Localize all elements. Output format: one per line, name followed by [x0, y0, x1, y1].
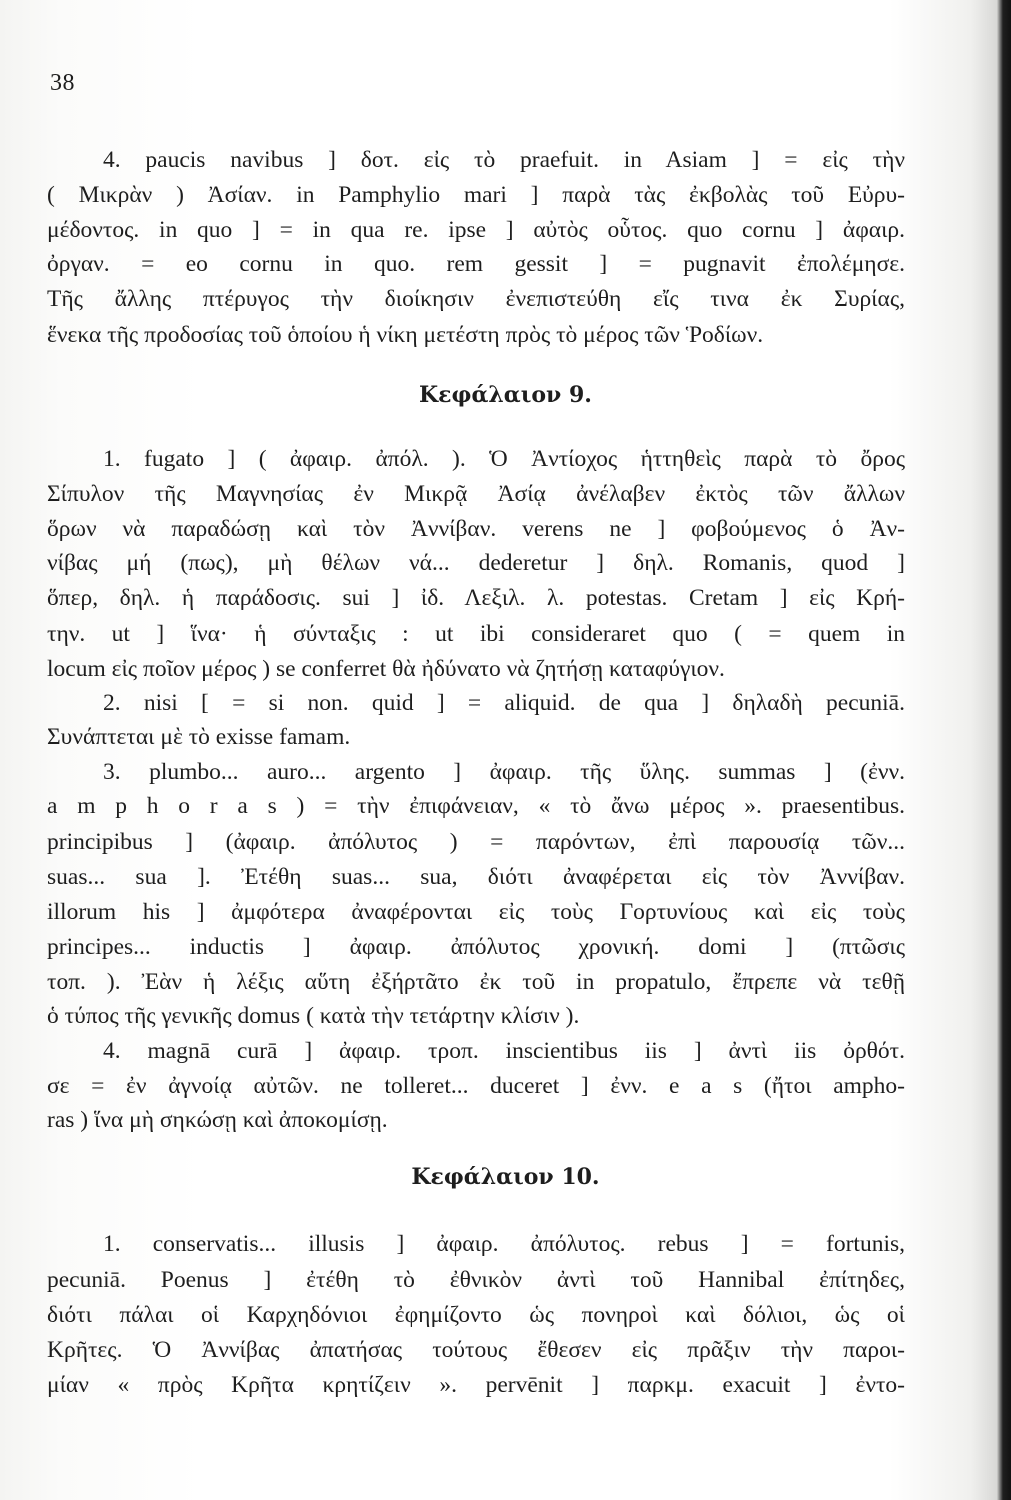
text-line: ras ) ἵνα μὴ σηκώσῃ καὶ ἀποκομίσῃ.	[47, 1107, 388, 1133]
text-line: μίαν « πρὸς Κρῆτα κρητίζειν ». pervēnit ] παρκμ. exacuit ] ἐντο-	[47, 1372, 905, 1398]
text-line: μέδοντος. in quo ] = in qua re. ipse ] αὐτὸς οὗτος. quo cornu ] ἀφαιρ.	[47, 217, 905, 243]
text-line: ὅπερ, δηλ. ἡ παράδοσις. sui ] ἰδ. Λεξιλ. λ. potestas. Cretam ] εἰς Κρή-	[47, 585, 905, 611]
text-line: Τῆς ἄλλης πτέρυγος τὴν διοίκησιν ἐνεπιστεύθη εἴς τινα ἐκ Συρίας,	[47, 286, 905, 312]
text-line: a m p h o r a s ) = τὴν ἐπιφάνειαν, « τὸ ἄνω μέρος ». praesentibus.	[47, 793, 905, 819]
text-line: ἕνεκα τῆς προδοσίας τοῦ ὁποίου ἡ νίκη μετέστη πρὸς τὸ μέρος τῶν Ῥοδίων.	[47, 322, 764, 348]
text-line: 1. fugato ] ( ἀφαιρ. ἀπόλ. ). Ὁ Ἀντίοχος ἡττηθεὶς παρὰ τὸ ὄρος	[103, 446, 905, 472]
text-line: τοπ. ). Ἐὰν ἡ λέξις αὕτη ἐξήρτᾶτο ἐκ τοῦ in propatulo, ἔπρεπε νὰ τεθῇ	[47, 969, 905, 995]
text-line: ὅρων νὰ παραδώσῃ καὶ τὸν Ἀννίβαν. verens ne ] φοβούμενος ὁ Ἀν-	[47, 516, 905, 542]
text-line: principibus ] (ἀφαιρ. ἀπόλυτος ) = παρόντων, ἐπὶ παρουσίᾳ τῶν...	[47, 829, 905, 855]
text-line: pecuniā. Poenus ] ἐτέθη τὸ ἐθνικὸν ἀντὶ τοῦ Hannibal ἐπίτηδες,	[47, 1267, 905, 1293]
text-line: 1. conservatis... illusis ] ἀφαιρ. ἀπόλυτος. rebus ] = fortunis,	[103, 1231, 905, 1257]
page-number: 38	[50, 70, 75, 96]
text-line: Σίπυλον τῆς Μαγνησίας ἐν Μικρᾷ Ἀσίᾳ ἀνέλαβεν ἐκτὸς τῶν ἄλλων	[47, 481, 905, 507]
text-line: ὁ τύπος τῆς γενικῆς domus ( κατὰ τὴν τετάρτην κλίσιν ).	[47, 1003, 580, 1029]
text-line: Κρῆτες. Ὁ Ἀννίβας ἀπατήσας τούτους ἔθεσεν εἰς πρᾶξιν τὴν παροι-	[47, 1337, 905, 1363]
text-line: illorum his ] ἀμφότερα ἀναφέρονται εἰς τοὺς Γορτυνίους καὶ εἰς τοὺς	[47, 899, 905, 925]
text-line: 4. magnā curā ] ἀφαιρ. τροπ. inscientibus iis ] ἀντὶ iis ὀρθότ.	[103, 1038, 905, 1064]
chapter-heading: Κεφάλαιον 10.	[411, 1164, 600, 1190]
text-line: ( Μικρὰν ) Ἀσίαν. in Pamphylio mari ] παρὰ τὰς ἐκβολὰς τοῦ Εὐρυ-	[47, 182, 905, 208]
text-line: 4. paucis navibus ] δοτ. εἰς τὸ praefuit. in Asiam ] = εἰς τὴν	[103, 147, 905, 173]
text-line: suas... sua ]. Ἐτέθη suas... sua, διότι ἀναφέρεται εἰς τὸν Ἀννίβαν.	[47, 864, 905, 890]
text-line: locum εἰς ποῖον μέρος ) se conferret θὰ ἠδύνατο νὰ ζητήσῃ καταφύγιον.	[47, 656, 725, 682]
text-line: 3. plumbo... auro... argento ] ἀφαιρ. τῆς ὕλης. summas ] (ἐνν.	[103, 759, 905, 785]
text-line: διότι πάλαι οἱ Καρχηδόνιοι ἐφημίζοντο ὡς πονηροὶ καὶ δόλιοι, ὡς οἱ	[47, 1302, 905, 1328]
text-line: νίβας μή (πως), μὴ θέλων νά... dederetur ] δηλ. Romanis, quod ]	[47, 550, 905, 576]
text-line: Συνάπτεται μὲ τὸ exisse famam.	[47, 724, 351, 750]
text-line: σε = ἐν ἀγνοίᾳ αὐτῶν. ne tolleret... duceret ] ἐνν. e a s (ἤτοι ampho-	[47, 1073, 905, 1099]
text-line: ὀργαν. = eo cornu in quo. rem gessit ] = pugnavit ἐπολέμησε.	[47, 251, 905, 277]
text-line: 2. nisi [ = si non. quid ] = aliquid. de qua ] δηλαδὴ pecuniā.	[103, 690, 905, 716]
text-line: principes... inductis ] ἀφαιρ. ἀπόλυτος χρονική. domi ] (πτῶσις	[47, 934, 905, 960]
chapter-heading: Κεφάλαιον 9.	[419, 382, 592, 408]
text-line: την. ut ] ἵνα· ἡ σύνταξις : ut ibi consideraret quo ( = quem in	[47, 621, 905, 647]
